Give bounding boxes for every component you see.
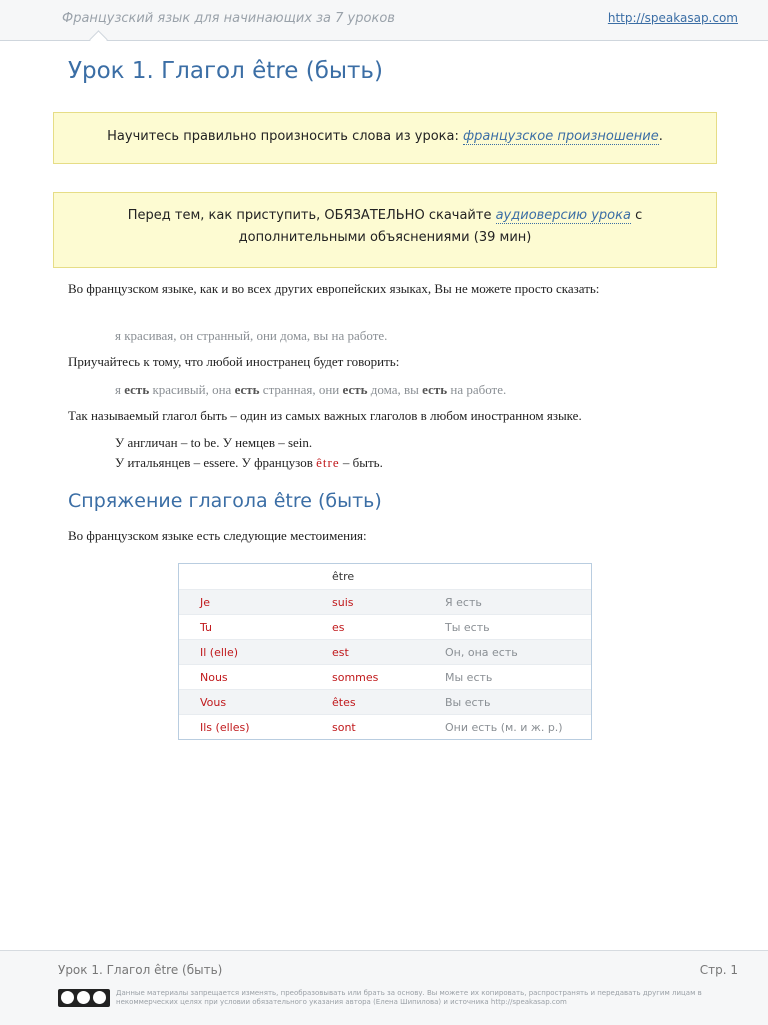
pronoun-cell: Ils (elles): [200, 721, 250, 734]
verb-cell: suis: [332, 596, 354, 609]
pronoun-cell: Nous: [200, 671, 228, 684]
paragraph-intro: Во французском языке, как и во всех других европейских языках, Вы не можете просто сказать:: [68, 281, 600, 296]
conjugation-table: [178, 563, 592, 740]
verb-cell: sommes: [332, 671, 379, 684]
table-row: [179, 664, 591, 689]
example-1: я красивая, он странный, они дома, вы на работе.: [115, 328, 388, 343]
paragraph-important: Так называемый глагол быть – один из самых важных глаголов в любом иностранном языке.: [68, 408, 582, 423]
creative-commons-icon[interactable]: [58, 989, 110, 1007]
example-3-line-2: У итальянцев – essere. У французов être – быть.: [115, 455, 383, 470]
translation-cell: Ты есть: [445, 621, 490, 634]
translation-cell: Он, она есть: [445, 646, 518, 659]
footer-title: Урок 1. Глагол être (быть): [58, 963, 223, 977]
verb-cell: sont: [332, 721, 356, 734]
callout-text: Научитесь правильно произносить слова из урока:: [107, 129, 463, 144]
course-title: Французский язык для начинающих за 7 уроков: [62, 11, 395, 26]
audio-callout: [53, 192, 717, 268]
page-number: Стр. 1: [699, 963, 738, 977]
table-row: [179, 689, 591, 714]
table-row: [179, 714, 591, 739]
audio-text-before: Перед тем, как приступить, ОБЯЗАТЕЛЬНО скачайте: [127, 208, 496, 223]
table-header-row: [179, 564, 591, 589]
table-row: [179, 614, 591, 639]
pronoun-cell: Il (elle): [200, 646, 239, 659]
verb-cell: êtes: [332, 696, 356, 709]
audio-link[interactable]: аудиоверсию урока: [495, 208, 631, 223]
table-header: être: [332, 570, 355, 583]
example-3-line-1: У англичан – to be. У немцев – sein.: [115, 435, 313, 450]
pronoun-cell: Tu: [200, 621, 213, 634]
pronoun-cell: Vous: [200, 696, 227, 709]
section-title: Спряжение глагола être (быть): [68, 490, 382, 512]
paragraph-pronouns: Во французском языке есть следующие местоимения:: [68, 528, 367, 543]
pronoun-cell: Je: [200, 596, 211, 609]
pronunciation-link[interactable]: французское произношение: [462, 129, 659, 144]
license-text: Данные материалы запрещается изменять, преобразовывать или брать за основу. Вы можете их копировать, распространять и передавать другим лицам в некоммерческих целях при условии обязательного указания автора (Елена Шипилова) и источника http://speakasap.com: [116, 989, 702, 1006]
pronunciation-callout: [53, 112, 717, 164]
audio-text-after: с дополнительными объяснениями (39 мин): [238, 208, 643, 245]
translation-cell: Они есть (м. и ж. р.): [445, 721, 563, 734]
paragraph-foreigner: Приучайтесь к тому, что любой иностранец будет говорить:: [68, 354, 400, 369]
table-row: [179, 589, 591, 614]
example-2: я есть красивый, она есть странная, они есть дома, вы есть на работе.: [115, 382, 507, 397]
translation-cell: Я есть: [445, 596, 482, 609]
site-link[interactable]: http://speakasap.com: [607, 11, 738, 25]
etre-highlight: être: [316, 455, 340, 470]
page-title: Урок 1. Глагол être (быть): [68, 58, 383, 84]
page-footer: [0, 950, 768, 1025]
callout-end: .: [658, 129, 663, 144]
table-row: [179, 639, 591, 664]
verb-cell: es: [332, 621, 345, 634]
verb-cell: est: [332, 646, 349, 659]
translation-cell: Мы есть: [445, 671, 493, 684]
translation-cell: Вы есть: [445, 696, 491, 709]
page-header: [0, 0, 768, 41]
